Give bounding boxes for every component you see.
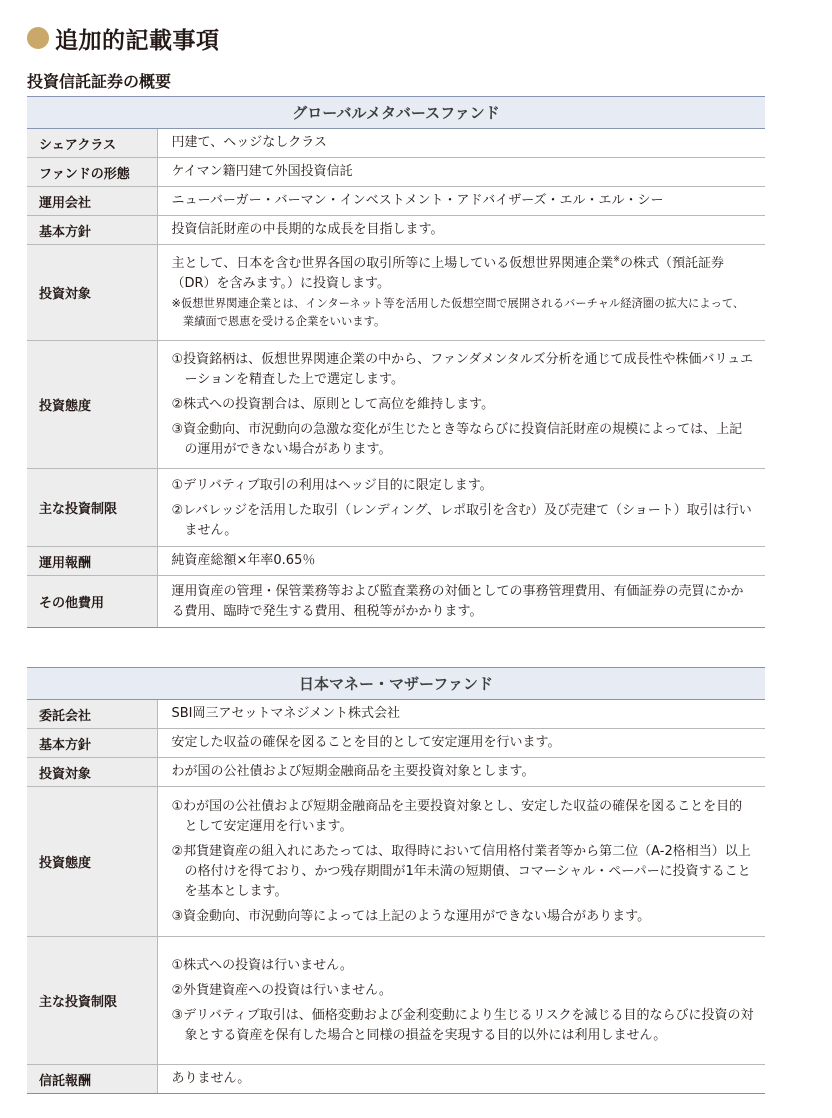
list-item: ②邦貨建資産の組入れにあたっては、取得時において信用格付業者等から第二位（A-2格相当）以上の格付けを得ており、かつ残存期間が1年未満の短期債、コマーシャル・ペーパーに投資することを基本とします。 <box>171 844 751 899</box>
table-row <box>27 547 765 576</box>
row-value <box>157 937 765 1065</box>
fund1-title: グローバルメタバースファンド <box>27 97 765 129</box>
table-row <box>27 787 765 937</box>
target-note: ※仮想世界関連企業とは、インターネット等を活用した仮想空間で展開されるバーチャル経済圏の拡大によって、業績面で恩恵を受ける企業をいいます。 <box>171 297 745 328</box>
table-row <box>27 187 765 216</box>
row-label: 運用会社 <box>27 187 157 216</box>
fund2-title: 日本マネー・マザーファンド <box>27 668 765 700</box>
target-text: 主として、日本を含む世界各国の取引所等に上場している仮想世界関連企業※の株式（預託証券（DR）を含みます。）に投資します。 <box>171 254 724 291</box>
table-row <box>27 700 765 729</box>
list-item: ③資金動向、市況動向の急激な変化が生じたとき等ならびに投資信託財産の規模によっては、上記の運用ができない場合があります。 <box>171 422 743 457</box>
row-value: ケイマン籍円建て外国投資信託 <box>157 158 765 187</box>
row-label: 投資対象 <box>27 245 157 341</box>
row-label: シェアクラス <box>27 129 157 158</box>
row-value <box>157 469 765 547</box>
list-item: ③資金動向、市況動向等によっては上記のような運用ができない場合があります。 <box>171 909 651 924</box>
row-label: ファンドの形態 <box>27 158 157 187</box>
table-row <box>27 129 765 158</box>
row-label: 投資態度 <box>27 341 157 469</box>
table-row <box>27 469 765 547</box>
row-value: 純資産総額×年率0.65％ <box>157 547 765 576</box>
table-row <box>27 576 765 628</box>
note-mark: ※ <box>613 254 620 264</box>
table-row <box>27 758 765 787</box>
page-title: 追加的記載事項 <box>55 27 220 54</box>
row-label: 投資対象 <box>27 758 157 787</box>
list-item: ①株式への投資は行いません。 <box>171 958 353 973</box>
table-row <box>27 937 765 1065</box>
list-item: ①投資銘柄は、仮想世界関連企業の中から、ファンダメンタルズ分析を通じて成長性や株価バリュエーションを精査した上で選定します。 <box>171 352 754 387</box>
fund2-table <box>27 667 765 1094</box>
row-value: SBI岡三アセットマネジメント株式会社 <box>157 700 765 729</box>
row-value <box>157 341 765 469</box>
row-label: 投資態度 <box>27 787 157 937</box>
row-value: 安定した収益の確保を図ることを目的として安定運用を行います。 <box>157 729 765 758</box>
list-item: ①わが国の公社債および短期金融商品を主要投資対象とし、安定した収益の確保を図ることを目的として安定運用を行います。 <box>171 799 743 834</box>
list-item: ②レバレッジを活用した取引（レンディング、レポ取引を含む）及び売建て（ショート）取引は行いません。 <box>171 502 752 538</box>
table-row <box>27 729 765 758</box>
table-row <box>27 245 765 341</box>
list-item: ②外貨建資産への投資は行いません。 <box>171 983 392 998</box>
row-value: 運用資産の管理・保管業務等および監査業務の対価としての事務管理費用、有価証券の売買にかかる費用、臨時で発生する費用、租税等がかかります。 <box>157 576 765 628</box>
row-value: ニューバーガー・バーマン・インベストメント・アドバイザーズ・エル・エル・シー <box>157 187 765 216</box>
row-label: 運用報酬 <box>27 547 157 576</box>
section-subtitle: 投資信託証券の概要 <box>27 72 172 91</box>
row-label: 基本方針 <box>27 216 157 245</box>
row-label: 主な投資制限 <box>27 469 157 547</box>
row-value <box>157 787 765 937</box>
row-value: 投資信託財産の中長期的な成長を目指します。 <box>157 216 765 245</box>
page-heading <box>27 21 220 55</box>
list-item: ①デリバティブ取引の利用はヘッジ目的に限定します。 <box>171 477 493 493</box>
row-value <box>157 245 765 341</box>
heading-bullet-icon <box>27 27 49 49</box>
row-label: 主な投資制限 <box>27 937 157 1065</box>
row-label: その他費用 <box>27 576 157 628</box>
list-item: ③デリバティブ取引は、価格変動および金利変動により生じるリスクを減じる目的ならびに投資の対象とする資産を保有した場合と同様の損益を実現する目的以外には利用しません。 <box>171 1008 754 1043</box>
table-row <box>27 216 765 245</box>
row-value: ありません。 <box>157 1065 765 1094</box>
table-row <box>27 1065 765 1094</box>
list-item: ②株式への投資割合は、原則として高位を維持します。 <box>171 397 495 412</box>
row-label: 基本方針 <box>27 729 157 758</box>
row-label: 委託会社 <box>27 700 157 729</box>
table-row <box>27 158 765 187</box>
fund1-table <box>27 96 765 628</box>
row-value: わが国の公社債および短期金融商品を主要投資対象とします。 <box>157 758 765 787</box>
row-label: 信託報酬 <box>27 1065 157 1094</box>
row-value: 円建て、ヘッジなしクラス <box>157 129 765 158</box>
table-row <box>27 341 765 469</box>
